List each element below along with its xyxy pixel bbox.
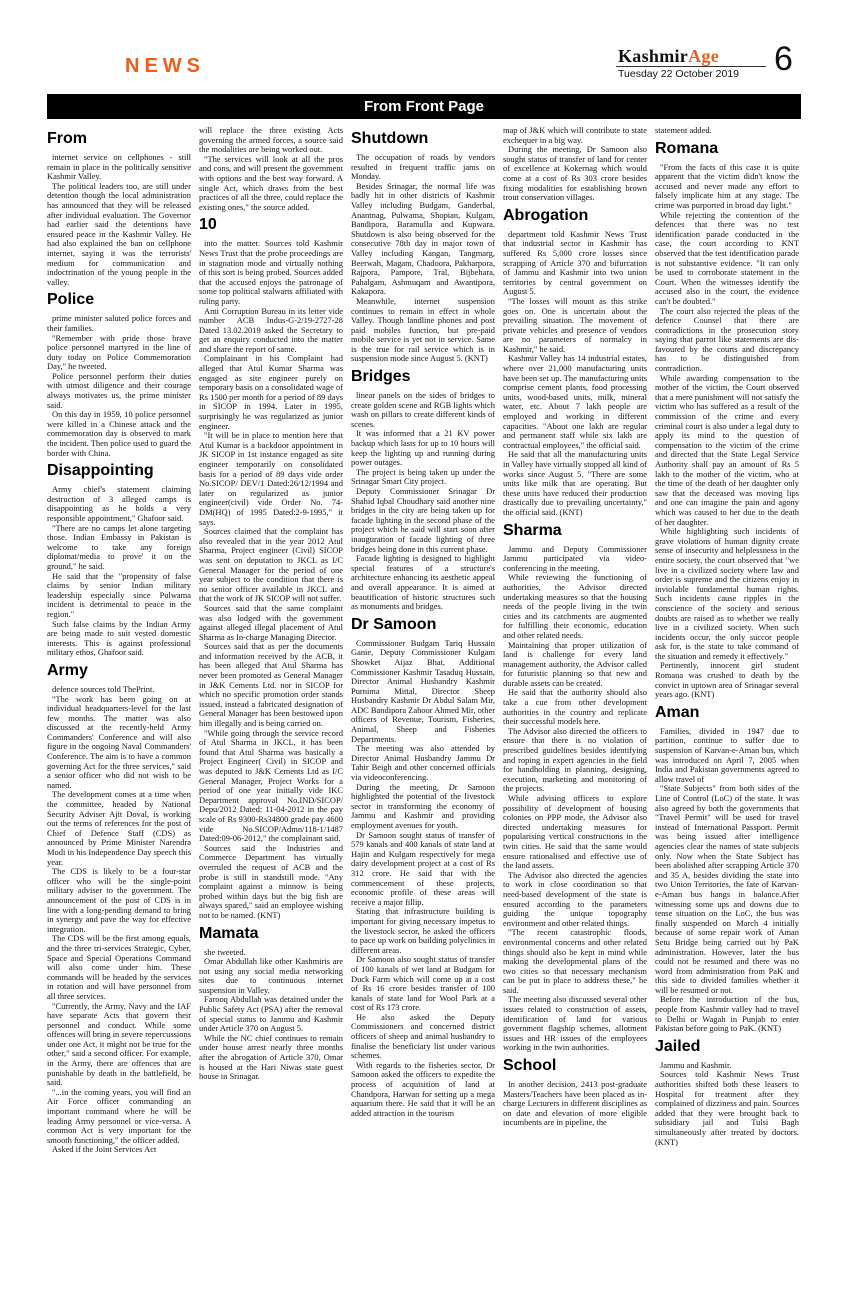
article-paragraph: The development comes at a time when the committee, headed by National Security Adviser Ajit Doval, is working out the terms of references for the post of Chief of Defence Staff (CDS) as announced by Prime Minister Narendra Modi in his Independence Day speech this year. — [47, 789, 191, 867]
article-paragraph: While highlighting such incidents of grave violations of human dignity create sense of insecurity and helplessness in the entire society, the court observed that "we live in a civilized society where law and order is supreme and the citizens enjoy in inviolable fundamental human rights. Such incidents cause ripples in the conscience of the society and serious doubts are raised as to whether we really live in a civilized society. When such incidents occur, the only succor people ask for, is the state to take command of the situation and remedy it effectively." — [655, 526, 799, 661]
article-paragraph: internet service on cellphones - still remain in place in the politically sensitive Kashmir Valley. — [47, 152, 191, 182]
brand-accent: Age — [688, 46, 719, 66]
article-paragraph: Dr Samoon also sought status of transfer of 100 kanals of wet land at Budgam for Duck Farm which will come up at a cost of Rs 16 crore besides transfer of 100 kanals of state land for Wool Park at a cost of Rs 173 crore. — [351, 954, 495, 1013]
article-paragraph: "Remember with pride those brave police personnel martyred in the line of duty today on Police Commemoration Day," he tweeted. — [47, 332, 191, 372]
article-paragraph: "While going through the service record of Atul Sharma in JKCL, it has been found that Atul Sharma was basically a Project Engineer( Civil) in SICOP and was deputed to J&K Cements Ltd as I/C General Manager, Project Works for a period of one year initially vide IKC Department approval No.IND/SICOP/ Depu/2012 Dated: 11-04-2012 in the pay scale of Rs 9300-Rs34800 grade pay 4600 vide No.SICOP/Admn/118-1/1487 Dated:09-06-2012," the complainant said. — [199, 727, 343, 844]
article-paragraph: The Advisor also directed the agencies to work in close coordination so that need-based development of the state is ensured according to the parameters guiding the unique topography environment and other related things. — [503, 869, 647, 928]
article-paragraph: On this day in 1959, 10 police personnel were killed in a Chinese attack and the commemoration day is observed to mark the incident. Then police used to guard the border with China. — [47, 409, 191, 458]
article-paragraph: "It will be in place to mention here that Atul Kumar is a backdoor appointment in JK SICOP in 1st instance engaged as site engineer temporarily on consolidated basis for a period of 89 days vide order No.SICOP/ DEV/1 Dated:26/12/1994 and later on regularized as junior engineer(civil) vide Order No. 74-DM(HQ) of 1995 Dated:2-9-1995," it says. — [199, 430, 343, 527]
article-paragraph: The CDS will be the first among equals, and the three tri-services Strategic, Cyber, Space and Special Operations Command will also come under him. These commands will be headed by the services in rotation and will have personnel from all three services. — [47, 933, 191, 1001]
article-paragraph: map of J&K which will contribute to state exchequer in a big way. — [503, 126, 647, 145]
article-paragraph: Commissioner Budgam Tariq Hussain Ganie, Deputy Commissioner Kulgam Showket Aijaz Bhat, Additional Commissioner Kashmir Tasaduq Hussain, Director Animal Husbandry Kashmir Purnima Mittal, Director Sheep Husbandry Kashmir Dr Abdul Salam Mir, ADC Bandipora Zahoor Ahmed Mir, other officers of Revenue, Tourism, Fisheries, Animal, Sheep and Fisheries Departments. — [351, 637, 495, 744]
article-columns — [47, 126, 801, 1276]
article — [199, 924, 343, 1082]
article-paragraph: The court also rejected the pleas of the defence Counsel that there are contradictions in the prosecution story saying that parrot like statements are dis-favoured by the courts and discrepancy has to be distinguished from contradiction. — [655, 305, 799, 374]
article-paragraph: It was informed that a 21 KV power backup which lasts for up to 10 hours will keep the lighting up and running during power outages. — [351, 428, 495, 468]
article-paragraph: During the meeting, Dr Samoon also sought status of transfer of land for center of excellence at Kokernag which would come at a cost of Rs 303 crore besides fixing modalities for establishing brown trout conservation villages. — [503, 144, 647, 203]
article-paragraph: Kashmir Valley has 14 industrial estates, where over 21,000 manufacturing units have been set up. The manufacturing units comprise cement plants, food processing units, wood-based units, milk, mineral water, etc. About 7 lakh people are employed and working in different capacities. "About one lakh are regular and permanent staff while six lakh are contractual employees," the official said. — [503, 353, 647, 450]
article-headline: Dr Samoon — [351, 615, 437, 633]
article-paragraph: While awarding compensation to the mother of the victim, the Court observed that a mere punishment will not satisfy the victim who has suffered as a result of the commission of the crime and every criminal court is also under a legal duty to apply its mind to the question of compensation to the victim of the crime and directed that the State Legal Service Authority shall pay an amount of Rs 5 lakh to the mother of the victim, who at the time of the death of her daughter only saw that the deceased was moving lips and one can imagine the pain and agony which was caused to her due to the death of her daughter. — [655, 372, 799, 527]
article-paragraph: While the NC chief continues to remain under house arrest nearly three months after the abrogation of Article 370, Omar is housed at the Hari Niwas state guest house in Srinagar. — [199, 1032, 343, 1082]
article — [655, 703, 799, 1034]
article-paragraph: While advising officers to explore possibility of development of housing colonies on PPP mode, the Advisor also directed undertaking measures for popularising vertical constructions in the twin cities. He said that the same would ensure rationalised and effective use of the land assets. — [503, 793, 647, 871]
article-paragraph: Farooq Abdullah was detained under the Public Safety Act (PSA) after the removal of special status to Jammu and Kashmir under Article 370 on August 5. — [199, 994, 343, 1034]
article-paragraph: Sources said the Industries and Commerce Department has virtually overruled the request of ACB and the probe is still in standstill mode. "Any complaint against a minnow is being probed within days but the big fish are always spared," said an employee wishing not to be named. (KNT) — [199, 842, 343, 920]
article-headline: Romana — [655, 139, 719, 157]
article-paragraph: Police personnel perform their duties with utmost diligence and their courage always motivates us, the prime minister said. — [47, 370, 191, 410]
article — [351, 129, 495, 364]
article-headline: Aman — [655, 703, 700, 721]
article-headline: Army — [47, 661, 88, 679]
article — [503, 206, 647, 518]
article-headline: 10 — [199, 216, 217, 234]
article-paragraph: she tweeted. — [204, 946, 246, 957]
article-paragraph: He said that the authority should also take a cue from other development authorities in the country and replicate their successful models here. — [503, 687, 647, 727]
article-paragraph: Pertinently, innocent girl student Romana was crushed to death by the convict in uptown area of Srinagar several years ago. (KNT) — [655, 660, 799, 700]
article-headline: Mamata — [199, 924, 259, 942]
article-headline: Jailed — [655, 1037, 701, 1055]
article-paragraph: Complainant in his Complaint had alleged that Atul Kumar Sharma was engaged as site engineer purely on temporary basis on a consolidated wage of Rs 1500 per month for a period of 89 days in SICOP in 1994. Later in 1995, surprisingly he was regularized as junior engineer. — [199, 353, 343, 431]
article-paragraph: Army chief's statement claiming destruction of 3 alleged camps is disappointing as he holds a very responsible appointment," Ghafoor said. — [47, 484, 191, 523]
masthead — [0, 0, 848, 92]
column-2 — [199, 126, 343, 1276]
article-paragraph: "There are no camps let alone targeting those. Indian Embassy in Pakistan is welcome to take any foreign diplomat/media to prove' it on the ground," he said. — [47, 522, 191, 571]
article-paragraph: Besides Srinagar, the normal life was badly hit in other districts of Kashmir Valley including Budgam, Ganderbal, Anantnag, Pulwama, Shopian, Kulgam, Bandipora, Baramulla and Kupwara. Shutdown is also being observed for the consecutive 78th day in major town of Valley including Kangan, Tangmarg, Beerwah, Magam, Chadoora, Pakharpora, Rajpora, Pampore, Tral, Bijbehara, Pahalgam, Ashmuqam and Awantipora, Kakapora. — [351, 180, 495, 297]
article-paragraph: He said that the "propensity of false claims by senior Indian military leadership especially since Pulwama incident is detrimental to peace in the region." — [47, 570, 191, 619]
article — [351, 615, 495, 1119]
article-paragraph: Asked if the Joint Services Act — [52, 1144, 157, 1155]
article-paragraph: Meanwhile, internet suspension continues to remain in effect in whole Valley. Though landline phones and post paid mobiles function, but pre-paid mobile service is yet not in service. Same is the true for rail service which is in suspension mode since August 5. (KNT) — [351, 295, 495, 364]
article-paragraph: While rejecting the contention of the defences that there was no test identification parade conducted in the case, the court according to KNT observed that the test identification parade is not substantive evidence. "It can only be used to corroborate statement in the Court. When the witnesses identify the accused also in the court, the evidence can't be doubted." — [655, 209, 799, 306]
article — [351, 367, 495, 612]
article-paragraph: "The recent catastrophic floods, environmental concerns and other related things should also be kept in mind while making the developmental plans of the two cities so that necessary mechanism can be put in place to address these," he said. — [503, 927, 647, 995]
article-paragraph: Sources told Kashmir News Trust authorities shifted both these leasers to Hospital for treatment after they complained of dizziness and pain. Sources added that they were brought back to subsidiary jail and Tulsi Bagh simultaneously after treated by doctors. (KNT) — [655, 1069, 799, 1147]
newspaper-brand — [618, 46, 719, 67]
article — [199, 215, 343, 920]
article — [655, 1037, 799, 1147]
article-paragraph: "...in the coming years, you will find an Air Force officer commanding an important command where he will be leading Army personnel or vice-versa. A common Act is very important for the smooth functioning," the officer added. — [47, 1086, 191, 1145]
article-headline: School — [503, 1057, 557, 1075]
article-paragraph: The CDS is likely to be a four-star officer who will be the single-point military adviser to the government. The announcement of the post of CDS is in line with a long-pending demand to bring in synergy and pave the way for effective integration. — [47, 866, 191, 934]
article — [503, 1056, 647, 1128]
column-4 — [503, 126, 647, 1276]
article-paragraph: Jammu and Kashmir. — [660, 1059, 732, 1070]
article-headline: Bridges — [351, 368, 411, 386]
article-paragraph: With regards to the fisheries sector, Dr Samoon asked the officers to expedite the process of acquisition of land at Chandpora, Harwan for setting up a mega aquarium there. He said that it will be an added attraction in the tourism — [351, 1059, 495, 1118]
issue-date: Tuesday 22 October 2019 — [618, 68, 740, 80]
article-paragraph: He said that all the manufacturing units in Valley have virtually stopped all kind of works since August 5. "There are some units like milk that are operating. But these units have reduced their production drastically due to prevailing uncertainty," the official said. (KNT) — [503, 449, 647, 517]
article-paragraph: In another decision, 2413 post-graduate Masters/Teachers have been placed as in-charge Lecturers in different disciplines as on date and elevation of more eligible incumbents are in pipeline, the — [503, 1079, 647, 1128]
article-paragraph: The occupation of roads by vendors resulted in frequent traffic jams on Monday. — [351, 152, 495, 182]
article-paragraph: Jammu and Deputy Commissioner Jammu participated via video-conferencing in the meeting. — [503, 543, 647, 573]
article-headline: From — [47, 130, 87, 147]
article-paragraph: The political leaders too, are still under detention though the local administration has announced that they will be released after individual evaluation. The Governor had earlier said the detentions have ensured peace in the Kashmir Valley. He had also explained the ban on cellphone internet, saying it was the terrorists' medium for communication and indoctrination of the young people in the valley. — [47, 180, 191, 287]
article-headline: Shutdown — [351, 130, 429, 147]
column-3 — [351, 126, 495, 1276]
article-paragraph: "Currently, the Army, Navy and the IAF have separate Acts that govern their personnel and conduct. While some offences will bring in severe repercussions under one Act, it might not be true for the other," said a second officer. For example, in the Army, there are offences that are punishable by death in the battlefield, he said. — [47, 1000, 191, 1088]
article-paragraph: will replace the three existing Acts governing the armed forces, a source said the modalities are being worked out. — [199, 126, 343, 155]
article-paragraph: defence sources told ThePrint. — [52, 683, 155, 694]
article-paragraph: While reviewing the functioning of authorities, the Advisor directed undertaking measures so that the housing needs of the people living in the twin cities and its catchments are augmented for fulfilling their economic, education and other related needs. — [503, 572, 647, 640]
article — [47, 290, 191, 458]
article — [655, 126, 799, 136]
article-paragraph: Deputy Commissioner Srinagar Dr Shahid Iqbal Choudhary said another nine bridges in the city are being taken up for facade lighting in the second phase of the project which he said will start soon after inauguration of facade lighting of three bridges being done in this current phase. — [351, 486, 495, 554]
article-paragraph: Dr Samoon sought status of transfer of 579 kanals and 400 kanals of state land at Hajin and Kulgam respectively for mega dairy development project at a cost of Rs 312 crore. He said that with the commencement of these projects, economic profile of these areas will receive a major fillip. — [351, 829, 495, 907]
section-label: NEWS — [125, 55, 205, 77]
article-paragraph: Facade lighting is designed to highlight special features of a structure's architecture enhancing its aesthetic appeal and overall appearance. It is aimed at beautification of historic structures such as monuments and bridges. — [351, 553, 495, 612]
article — [655, 139, 799, 700]
article — [503, 126, 647, 203]
article — [47, 661, 191, 1155]
article — [503, 521, 647, 1053]
article-paragraph: The project is being taken up under the Srinagar Smart City project. — [351, 466, 495, 487]
article-paragraph: "State Subjects" from both sides of the Line of Control (LoC) of the state. It was also agreed by both the governments that "Travel Permit" will be used for travel instead of International Passport. Permit was being issued after intelligence agencies clear the names of state subjects only. Now when the State Subject has been abolished after scrapping Article 370 and 35 A, besides dividing the state into two Union Territories, the fate of Karvan-e-Aman bus hangs in balance.After witnessing some ups and downs due to tense situation on the LoC, the bus was finally suspended on March 4 initially because of some repair work of Aman Setu Bridge being carried out by PaK administration. However, later the bus could not be resumed and there was no word from administration from PaK and this side to divided families whether it will be resumed or not. — [655, 783, 799, 995]
brand-rule — [616, 66, 766, 67]
article-paragraph: The meeting also discussed several other issues related to construction of assets, identification of land for various government flagship schemes, allotment issues and HR issues of the employees working in the twin authorities. — [503, 994, 647, 1053]
article-paragraph: "The work has been going on at individual headquarters-level for the last few months. The matter was also discussed at the recently-held Army Commanders' Conference and will also figure in the ongoing Naval Commanders' Conference. The aim is to have a common governing Act for the three services," said a senior officer who did not wish to be named. — [47, 693, 191, 790]
article-paragraph: into the matter. Sources told Kashmir News Trust that the probe proceedings are in stagnation mode and virtually nothing of this sort is being probed. Sources added that the accused enjoys the patronage of some top political stalwarts affiliated with ruling party. — [199, 238, 343, 306]
article-headline: Police — [47, 291, 95, 309]
article-paragraph: Such false claims by the Indian Army are being made to suit vested domestic interests. This is against professional military ethos, Ghafoor said. — [47, 618, 191, 658]
article-paragraph: "The services will look at all the pros and cons, and will present the government with options and the best way forward. A single Act, which draws from the best practices of all the three, could replace the existing ones," the source added. — [199, 153, 343, 212]
article-paragraph: Sources said that as per the documents and information received by the ACB, it has been alleged that Atul Sharma has never been promoted as General Manager in J&K Cements Ltd. nor in SICOP for which no specific promotion order stands issued, instead a fabricated designation of General Manager has been bestowed upon him illegally and is being carried on. — [199, 641, 343, 729]
column-5 — [655, 126, 799, 1276]
article-paragraph: Omar Abdullah like other Kashmiris are not using any social media networking sites due to continuous internet suspension in Valley. — [199, 956, 343, 995]
article — [47, 461, 191, 658]
article-paragraph: The Advisor also directed the officers to ensure that there is no violation of prescribed guidelines besides identifying and roping in expert agencies in the field for handholding in planning, designing, execution, marketing and monitoring of the projects. — [503, 725, 647, 794]
article-headline: Disappointing — [47, 462, 154, 480]
column-1 — [47, 126, 191, 1276]
article-paragraph: Sources claimed that the complaint has also revealed that in the year 2012 Atul Sharma, Project engineer (Civil) SICOP was sent on deputation to JKCL as I/C General Manager for the period of one year subject to the condition that there is no senior officer available in JKCL and that the work of JK SICOP will not suffer. — [199, 526, 343, 604]
article-paragraph: Families, divided in 1947 due to partition, continue to suffer due to suspension of Karvan-e-Aman bus, which was introduced on April 7, 2005 when India and Pakistan governments agreed to allow travel of — [655, 725, 799, 784]
article-paragraph: statement added. — [655, 126, 712, 135]
section-banner: From Front Page — [47, 94, 801, 119]
article — [199, 126, 343, 212]
article-paragraph: "From the facts of this case it is quite apparent that the victim didn't know the accused and never made any effort to falsely implicate him at any stage. The crime was purported in broad day light." — [655, 161, 799, 210]
article-headline: Abrogation — [503, 206, 589, 224]
article-paragraph: Anti Corruption Bureau in its letter vide number ACB Indus-G-2/19-2727-28 Dated 13.02.2019 asked the Secretary to get an enquiry conducted into the matter and share the report of same. — [199, 305, 343, 354]
article — [47, 129, 191, 287]
article-paragraph: Maintaining that proper utilization of land is challenge for every land management authority, the Advisor called for futuristic planning so that new and durable assets can be created. — [503, 639, 647, 688]
article-paragraph: Before the introduction of the bus, people from Kashmir valley had to travel to Delhi or Wagah in Punjab to enter Pakistan before going to PaK. (KNT) — [655, 994, 799, 1034]
article-paragraph: During the meeting, Dr Samoon highlighted the potential of the livestock sector in transforming the economy of Jammu and Kashmir and providing employment avenues for youth. — [351, 781, 495, 830]
article-headline: Sharma — [503, 521, 562, 539]
article-paragraph: linear panels on the sides of bridges to create golden scene and RGB lights which wash on pillars to create different kinds of scenes. — [351, 390, 495, 429]
page-number: 6 — [774, 40, 793, 78]
brand-main: Kashmir — [618, 46, 689, 66]
article-paragraph: prime minister saluted police forces and their families. — [47, 313, 191, 333]
article-paragraph: The meeting was also attended by Director Animal Husbandry Jammu Dr Tahir Beigh and other concerned officials via videoconferencing. — [351, 743, 495, 783]
article-paragraph: Sources said that the same complaint was also lodged with the government against alleged illegal placement of Atul Sharma as In-charge Managing Director. — [199, 602, 343, 642]
article-paragraph: Stating that infrastructure building is important for giving necessary impetus to the livestock sector, he asked the officers to pace up work on building polyclinics in different areas. — [351, 906, 495, 955]
article-paragraph: He also asked the Deputy Commissioners and concerned district officers of sheep and animal husbandry to finalise the beneficiary list under various schemes. — [351, 1011, 495, 1061]
article-paragraph: department told Kashmir News Trust that industrial sector in Kashmir has suffered Rs 5,000 crore losses since scrapping of Article 370 and bifurcation of Jammu and Kashmir into two union territories by central government on August 5. — [503, 228, 647, 297]
article-paragraph: "The losses will mount as this strike goes on. One is uncertain about the prevailing situation. The movement of private vehicles and presence of vendors are no parameters of normalcy in Kashmir," he said. — [503, 295, 647, 354]
